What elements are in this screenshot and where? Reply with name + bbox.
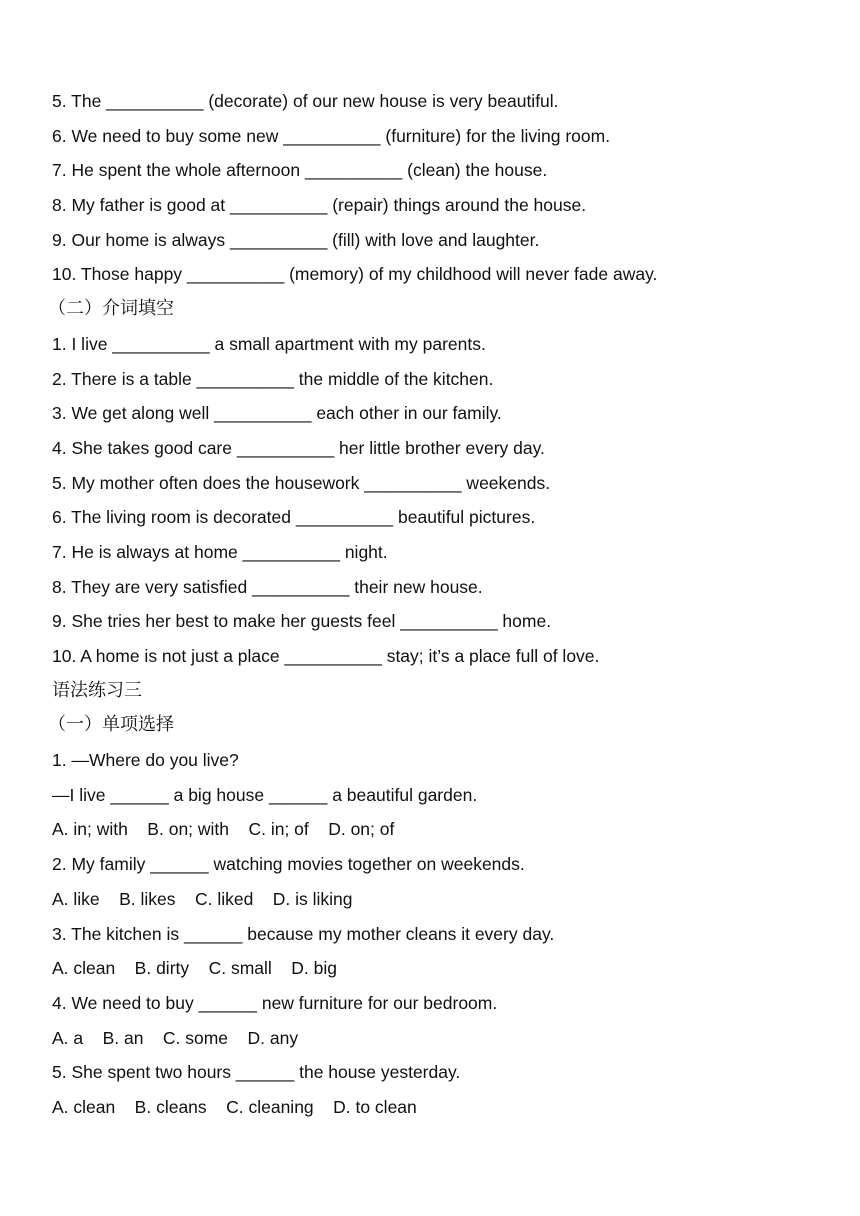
exercise-line: 10. Those happy __________ (memory) of my childhood will never fade away.: [52, 264, 658, 285]
exercise-line: 7. He is always at home __________ night.: [52, 541, 388, 562]
exercise-line: 2. My family ______ watching movies together on weekends.: [52, 854, 525, 875]
answer-options: A. like B. likes C. liked D. is liking: [52, 888, 353, 909]
section-heading: （二）介词填空: [48, 298, 174, 320]
exercise-line: 4. We need to buy ______ new furniture for our bedroom.: [52, 992, 498, 1013]
exercise-line: 7. He spent the whole afternoon __________ (clean) the house.: [52, 160, 548, 181]
exercise-line: 5. The __________ (decorate) of our new house is very beautiful.: [52, 91, 559, 111]
answer-options: A. in; with B. on; with C. in; of D. on; of: [52, 819, 395, 840]
exercise-line: —I live ______ a big house ______ a beautiful garden.: [52, 784, 478, 805]
exercise-line: 8. My father is good at __________ (repair) things around the house.: [52, 195, 587, 216]
exercise-line: 3. We get along well __________ each other in our family.: [52, 403, 502, 424]
exercise-line: 5. My mother often does the housework __________ weekends.: [52, 472, 551, 493]
exercise-line: 1. —Where do you live?: [52, 750, 239, 771]
exercise-line: 6. We need to buy some new __________ (furniture) for the living room.: [52, 125, 611, 146]
exercise-line: 9. She tries her best to make her guests feel __________ home.: [52, 611, 552, 632]
answer-options: A. clean B. dirty C. small D. big: [52, 958, 337, 979]
part-heading: 语法练习三: [52, 679, 142, 701]
answer-options: A. clean B. cleans C. cleaning D. to clean: [52, 1096, 417, 1117]
exercise-line: 8. They are very satisfied __________ their new house.: [52, 576, 483, 597]
exercise-line: 6. The living room is decorated __________ beautiful pictures.: [52, 507, 536, 528]
exercise-line: 1. I live __________ a small apartment with my parents.: [52, 333, 486, 354]
exercise-line: 9. Our home is always __________ (fill) with love and laughter.: [52, 229, 540, 250]
exercise-line: 10. A home is not just a place __________ stay; it’s a place full of love.: [52, 646, 600, 666]
exercise-line: 2. There is a table __________ the middle of the kitchen.: [52, 368, 494, 389]
section-heading: （一）单项选择: [48, 714, 174, 736]
exercise-line: 5. She spent two hours ______ the house yesterday.: [52, 1062, 461, 1083]
document-page: [0, 84, 860, 1125]
exercise-line: 3. The kitchen is ______ because my mother cleans it every day.: [52, 923, 555, 944]
exercise-line: 4. She takes good care __________ her little brother every day.: [52, 437, 545, 458]
answer-options: A. a B. an C. some D. any: [52, 1027, 299, 1048]
